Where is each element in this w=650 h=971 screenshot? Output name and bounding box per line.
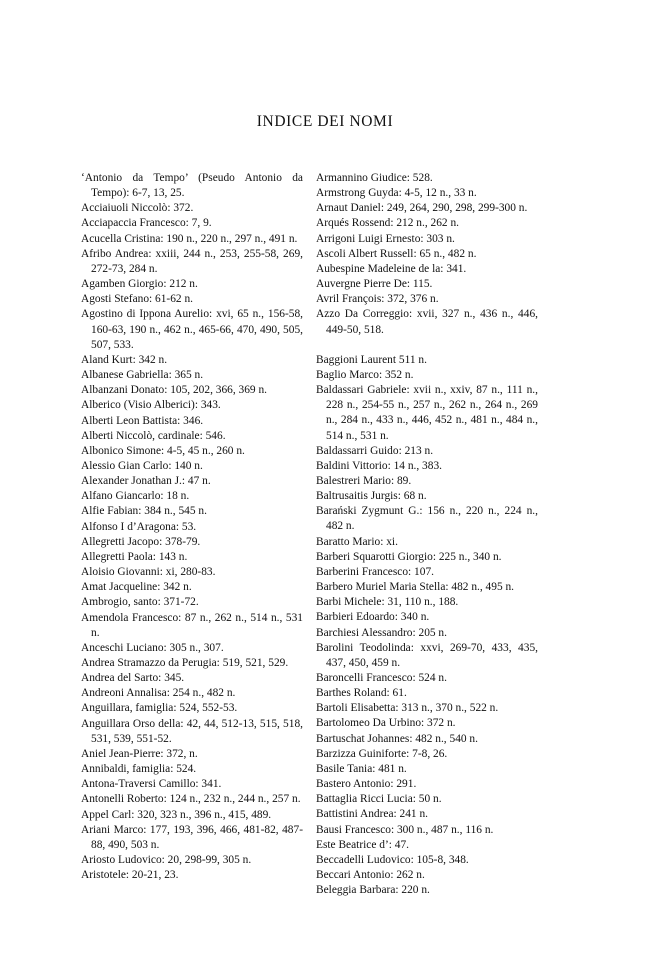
index-entry: Armstrong Guyda: 4-5, 12 n., 33 n. <box>316 187 477 200</box>
index-column-right <box>316 171 538 898</box>
index-entry: Arrigoni Luigi Ernesto: 303 n. <box>316 232 455 245</box>
index-entry: Baldassari Gabriele: xvii n., xxiv, 87 n., 111 n., 228 n., 254-55 n., 257 n., 262 n., 264 n., 269 n., 284 n., 433 n., 446, 452 n., 481 n., 484 n., 514 n., 531 n. <box>316 384 538 442</box>
index-entry: Albanzani Donato: 105, 202, 366, 369 n. <box>81 384 268 397</box>
index-entry: Alberti Leon Battista: 346. <box>81 414 204 427</box>
index-entry: Acciapaccia Francesco: 7, 9. <box>81 217 212 230</box>
index-entry: Arqués Rossend: 212 n., 262 n. <box>316 217 460 230</box>
index-entry: Beleggia Barbara: 220 n. <box>316 884 430 897</box>
index-entry: Agamben Giorgio: 212 n. <box>81 278 198 291</box>
index-entry: Avril François: 372, 376 n. <box>316 293 439 306</box>
index-entry: Barbi Michele: 31, 110 n., 188. <box>316 596 459 609</box>
index-entry: Barzizza Guiniforte: 7-8, 26. <box>316 747 448 760</box>
index-entry: Aland Kurt: 342 n. <box>81 353 168 366</box>
index-entry: Andreoni Annalisa: 254 n., 482 n. <box>81 687 236 700</box>
index-entry: Baroncelli Francesco: 524 n. <box>316 672 447 684</box>
index-entry: Agostino di Ippona Aurelio: xvi, 65 n., 156-58, 160-63, 190 n., 462 n., 465-66, 470, 490, 505, 507, 533. <box>81 308 303 351</box>
index-entry: Barbero Muriel Maria Stella: 482 n., 495 n. <box>316 581 515 594</box>
index-entry: Ascoli Albert Russell: 65 n., 482 n. <box>316 247 477 260</box>
index-entry: Barchiesi Alessandro: 205 n. <box>316 626 447 639</box>
index-entry: Alfie Fabian: 384 n., 545 n. <box>81 505 207 518</box>
index-entry: Aloisio Giovanni: xi, 280-83. <box>81 566 216 579</box>
index-column-left <box>81 171 303 883</box>
index-entry: Antona-Traversi Camillo: 341. <box>81 778 222 791</box>
index-entry: Barański Zygmunt G.: 156 n., 220 n., 224 n., 482 n. <box>316 505 538 533</box>
index-entry: Albonico Simone: 4-5, 45 n., 260 n. <box>81 444 245 457</box>
index-entry: Alessio Gian Carlo: 140 n. <box>81 459 203 472</box>
index-entry: Anceschi Luciano: 305 n., 307. <box>81 641 224 654</box>
index-entry: Balestreri Mario: 89. <box>316 474 412 487</box>
page-title: INDICE DEI NOMI <box>256 113 394 130</box>
index-entry: Basile Tania: 481 n. <box>316 762 407 775</box>
index-entry: Bausi Francesco: 300 n., 487 n., 116 n. <box>316 823 494 836</box>
index-entry: Alfano Giancarlo: 18 n. <box>81 490 190 503</box>
index-entry: Battaglia Ricci Lucia: 50 n. <box>316 793 442 806</box>
index-entry: Amat Jacqueline: 342 n. <box>81 581 192 594</box>
index-entry: Ariani Marco: 177, 193, 396, 466, 481-82, 487-88, 490, 503 n. <box>81 823 303 851</box>
index-entry: Ariosto Ludovico: 20, 298-99, 305 n. <box>81 854 252 867</box>
index-entry: Beccadelli Ludovico: 105-8, 348. <box>316 853 469 866</box>
index-entry: Baglio Marco: 352 n. <box>316 368 414 381</box>
index-entry: Azzo Da Correggio: xvii, 327 n., 436 n., 446, 449-50, 518. <box>316 308 538 336</box>
index-entry: Aristotele: 20-21, 23. <box>81 869 179 882</box>
index-entry: Battistini Andrea: 241 n. <box>316 808 428 821</box>
index-entry: Bastero Antonio: 291. <box>316 778 417 791</box>
index-entry: Appel Carl: 320, 323 n., 396 n., 415, 489. <box>81 808 272 821</box>
index-entry: Afribo Andrea: xxiii, 244 n., 253, 255-58, 269, 272-73, 284 n. <box>81 247 303 275</box>
index-entry: Aubespine Madeleine de la: 341. <box>316 262 467 275</box>
index-entry: Barthes Roland: 61. <box>316 687 407 700</box>
index-entry: Alberti Niccolò, cardinale: 546. <box>81 429 226 442</box>
index-entry: Bartoli Elisabetta: 313 n., 370 n., 522 n. <box>316 702 499 715</box>
index-entry: Arnaut Daniel: 249, 264, 290, 298, 299-300 n. <box>316 202 528 215</box>
index-entry: Bartuschat Johannes: 482 n., 540 n. <box>316 732 478 745</box>
index-entry: Alfonso I d’Aragona: 53. <box>81 520 197 533</box>
index-entry: Antonelli Roberto: 124 n., 232 n., 244 n., 257 n. <box>81 793 301 806</box>
index-entry: Ambrogio, santo: 371-72. <box>81 596 199 609</box>
index-entry: Baldassarri Guido: 213 n. <box>316 444 434 457</box>
index-entry: Albanese Gabriella: 365 n. <box>81 369 204 382</box>
index-entry: Este Beatrice d’: 47. <box>316 838 409 851</box>
letter-gap <box>316 338 538 353</box>
index-entry: Auvergne Pierre De: 115. <box>316 278 433 291</box>
index-entry: Amendola Francesco: 87 n., 262 n., 514 n., 531 n. <box>81 611 303 639</box>
index-entry: Allegretti Paola: 143 n. <box>81 550 188 563</box>
index-entry: Alexander Jonathan J.: 47 n. <box>81 475 211 488</box>
index-entry: Armannino Giudice: 528. <box>316 172 433 184</box>
index-entry: Bartolomeo Da Urbino: 372 n. <box>316 717 456 730</box>
index-entry: Beccari Antonio: 262 n. <box>316 869 425 882</box>
index-entry: Allegretti Jacopo: 378-79. <box>81 535 201 548</box>
index-entry: Barolini Teodolinda: xxvi, 269-70, 433, 435, 437, 450, 459 n. <box>316 641 538 669</box>
index-entry: Baldini Vittorio: 14 n., 383. <box>316 459 442 472</box>
index-entry: Alberico (Visio Alberici): 343. <box>81 399 221 412</box>
index-entry: ‘Antonio da Tempo’ (Pseudo Antonio da Tempo): 6-7, 13, 25. <box>81 172 303 200</box>
index-entry: Baratto Mario: xi. <box>316 535 398 548</box>
index-entry: Baltrusaitis Jurgis: 68 n. <box>316 490 427 503</box>
index-entry: Baggioni Laurent 511 n. <box>316 353 427 366</box>
index-entry: Agosti Stefano: 61-62 n. <box>81 293 193 306</box>
index-entry: Andrea Stramazzo da Perugia: 519, 521, 529. <box>81 657 289 669</box>
index-entry: Acucella Cristina: 190 n., 220 n., 297 n., 491 n. <box>81 232 298 245</box>
index-entry: Andrea del Sarto: 345. <box>81 672 185 685</box>
index-entry: Anguillara, famiglia: 524, 552-53. <box>81 702 238 715</box>
index-entry: Barberi Squarotti Giorgio: 225 n., 340 n. <box>316 550 502 563</box>
index-entry: Annibaldi, famiglia: 524. <box>81 763 197 776</box>
index-entry: Anguillara Orso della: 42, 44, 512-13, 515, 518, 531, 539, 551-52. <box>81 717 303 745</box>
index-entry: Acciaiuoli Niccolò: 372. <box>81 202 194 215</box>
index-entry: Barberini Francesco: 107. <box>316 565 434 578</box>
index-entry: Barbieri Edoardo: 340 n. <box>316 611 430 624</box>
index-entry: Aniel Jean-Pierre: 372, n. <box>81 747 198 760</box>
